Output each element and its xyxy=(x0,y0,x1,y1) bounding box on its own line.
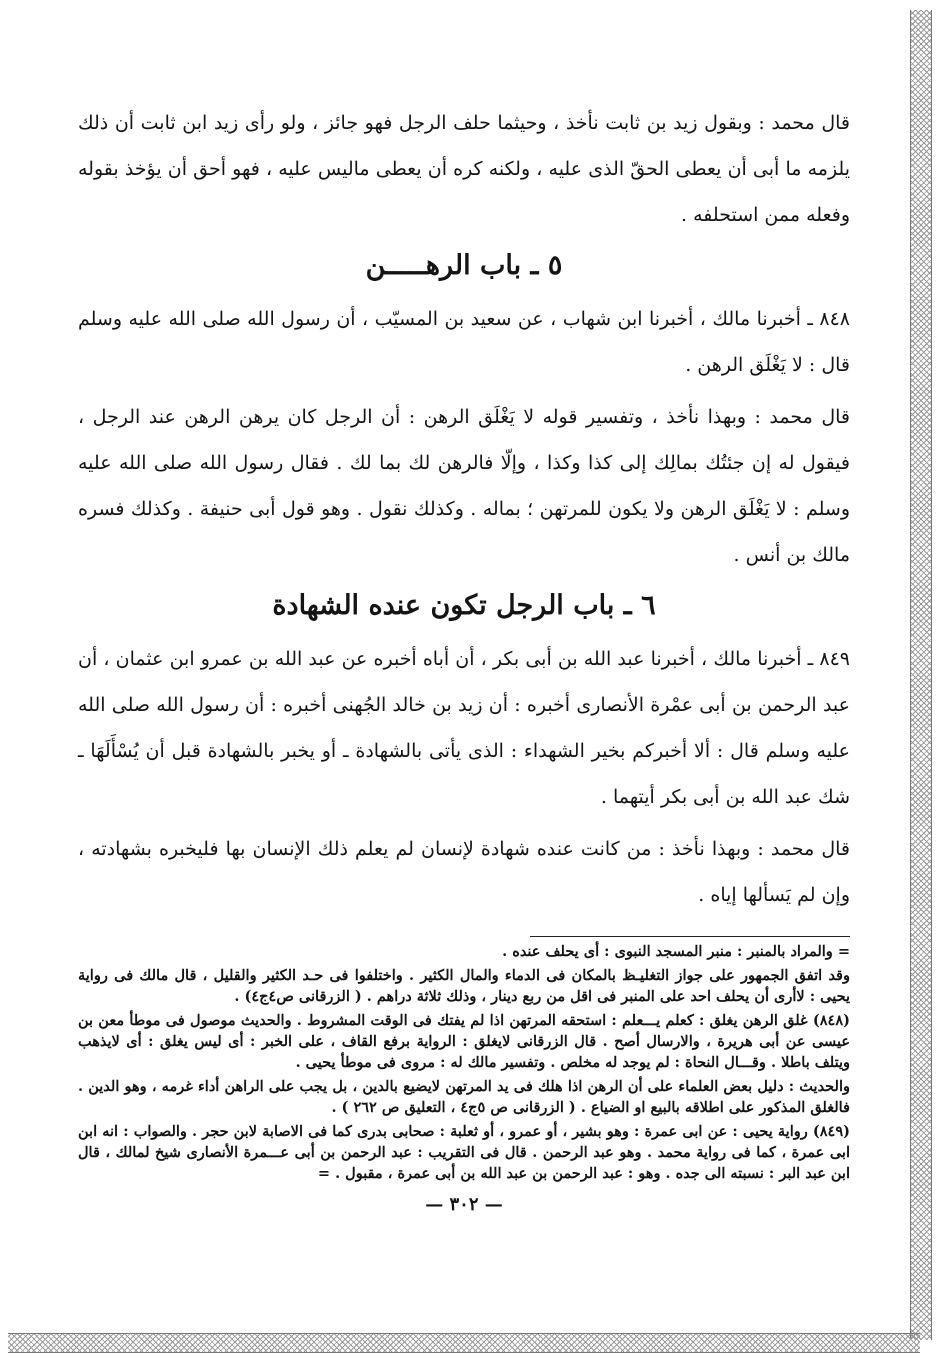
footnote: والحديث : دليل بعض العلماء على أن الرهن اذا هلك فى يد المرتهن لايضيع بالدين ، بل يجب على الراهن أداء غرمه ، وهو الدين . فالغلق المذكور على اطلاقه بالبيع او الضياع . ( الزرقانى ص ٥ج٤ ، التعليق ص ٢٦٢ ) . xyxy=(78,1078,850,1116)
footnote-divider xyxy=(530,936,850,937)
section-heading-testimony: ٦ ـ باب الرجل تكون عنده الشهادة xyxy=(272,590,656,621)
book-page xyxy=(78,100,850,1215)
footnote: = والمراد بالمنبر : منبر المسجد النبوى : أى يحلف عنده . xyxy=(502,943,850,960)
footnote: (٨٤٩) رواية يحيى : عن ابى عمرة : وهو بشير ، أو عمرو ، أو ثعلبة : صحابى بدرى كما فى الاصابة لابن حجر . والصواب : انه ابن ابى عمرة ، كما فى رواية محمد . وهو عبد الرحمن . قال فى التقريب : عبد الرحمن بن أبى عـــمرة الأنصارى شيخ لمالك ، قال ابن عبد البر : نسبته الى جده . وهو : عبد الرحمن بن عبد الله بن أبى عمرة ، مقبول . = xyxy=(78,1123,850,1182)
paragraph: ٨٤٨ ـ أخبرنا مالك ، أخبرنا ابن شهاب ، عن سعيد بن المسيّب ، أن رسول الله صلى الله عليه وسلم قال : لا يَغْلَق الرهن . xyxy=(78,308,850,376)
paragraph: قال محمد : وبهذا نأخذ ، وتفسير قوله لا يَغْلَق الرهن : أن الرجل كان يرهن الرهن عند الرجل ، فيقول له إن جئتُك بمالِك إلى كذا وكذا ، وإلّا فالرهن لك بما لك . فقال رسول الله صلى الله عليه وسلم : لا يَغْلَق الرهن ولا يكون للمرتهن ؛ بماله . وكذلك نقول . وهو قول أبى حنيفة . وكذلك فسره مالك بن أنس . xyxy=(78,406,850,566)
paragraph: قال محمد : وبهذا نأخذ : من كانت عنده شهادة لإنسان لم يعلم ذلك الإنسان بها فليخبره بشهادته ، وإن لم يَسألها إياه . xyxy=(78,838,850,906)
decorative-border-bottom xyxy=(8,1333,920,1353)
section-heading-pledge: ٥ ـ باب الرهـــــن xyxy=(365,250,563,281)
footnote: (٨٤٨) غلق الرهن يغلق : كعلم يـــعلم : استحقه المرتهن اذا لم يفتك فى الوقت المشروط . والحديث موصول فى موطأ معن بن عيسى عن أبى هريرة ، والارسال أصح . قال الزرقانى لايغلق : الرواية برفع القاف ، على الخبر : أى ليس يغلق : أى لايذهب ويتلف باطلا . وقـــال النحاة : لم يوجد له مخلص . وتفسير مالك له : مروى فى موطأ يحيى . xyxy=(78,1012,850,1071)
paragraph: ٨٤٩ ـ أخبرنا مالك ، أخبرنا عبد الله بن أبى بكر ، أن أباه أخبره عن عبد الله بن عمرو ابن عثمان ، أن عبد الرحمن بن أبى عمْرة الأنصارى أخبره : أن زيد بن خالد الجُهنى أخبره : أن رسول الله صلى الله عليه وسلم قال : ألا أخبركم بخير الشهداء : الذى يأتى بالشهادة ـ أو يخبر بالشهادة قبل أن يُسْأَلَهَا ـ شك عبد الله بن أبى بكر أيتهما . xyxy=(78,648,850,808)
page-number: — ٣٠٢ — xyxy=(425,1194,503,1215)
paragraph: قال محمد : وبقول زيد بن ثابت نأخذ ، وحيثما حلف الرجل فهو جائز ، ولو رأى زيد ابن ثابت أن ذلك يلزمه ما أبى أن يعطى الحقّ الذى عليه ، ولكنه كره أن يعطى ماليس عليه ، فهو أحق أن يؤخذ بقوله وفعله ممن استحلفه . xyxy=(78,112,851,226)
decorative-border-right xyxy=(910,10,932,1340)
footnote: وقد اتفق الجمهور على جواز التغليـظ بالمكان فى الدماء والمال الكثير . واختلفوا فى حـد الكثير والقليل ، قال مالك فى رواية يحيى : لاأرى أن يحلف احد على المنبر فى اقل من ربع دينار ، وذلك ثلاثة دراهم . ( الزرقانى ص٤ج٤) . xyxy=(78,967,850,1005)
footnotes xyxy=(78,941,850,1184)
